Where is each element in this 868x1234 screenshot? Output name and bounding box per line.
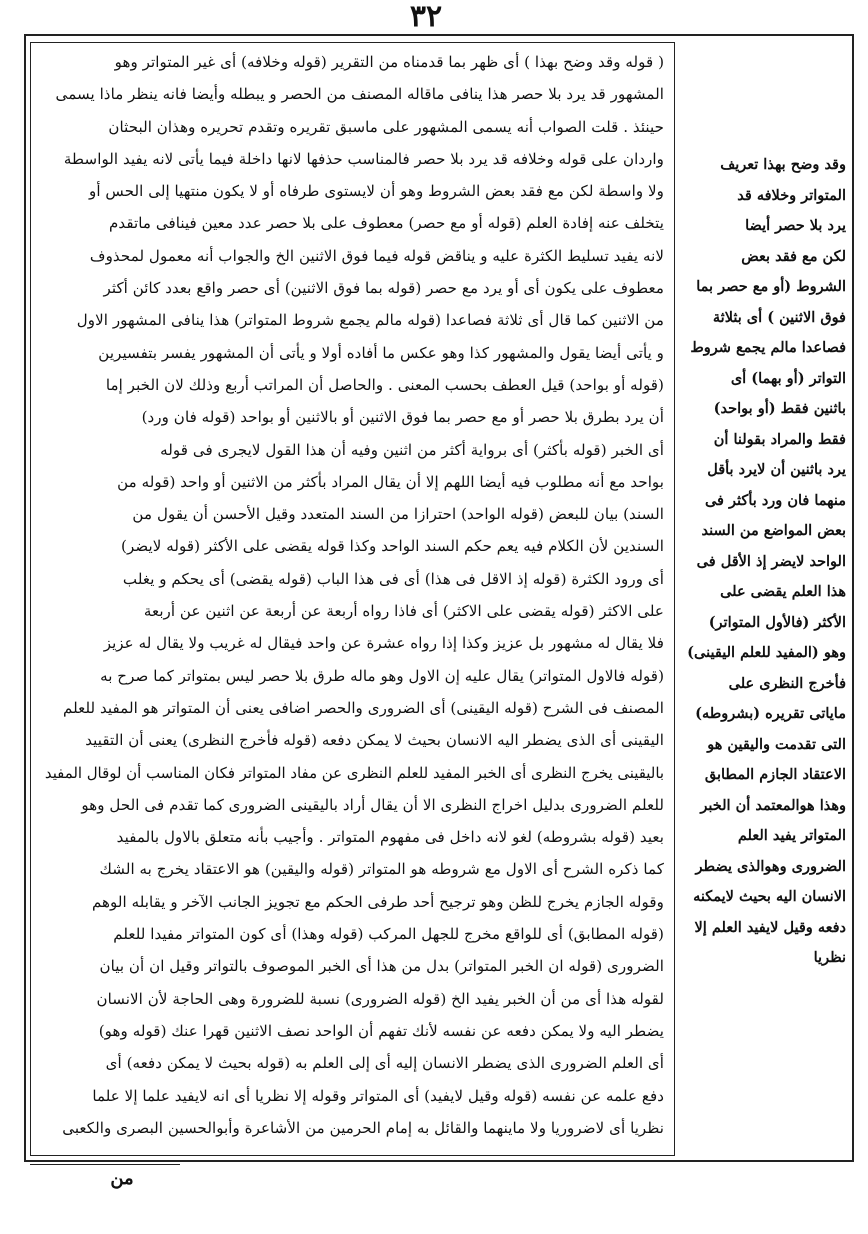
commentary-line: للعلم الضرورى بدليل اخراج النظرى الا أن يقال أراد باليقينى الضرورى كما تقدم فى الحل وهو — [81, 795, 664, 814]
matn-margin-text — [676, 150, 846, 974]
margin-line: فوق الاثنين ) أى بثلاثة — [712, 308, 846, 326]
commentary-line: (قوله أو بواحد) قيل العطف بحسب المعنى . والحاصل أن المراتب أربع وذلك لان الخبر إما — [105, 375, 664, 394]
commentary-line: السند) بيان للبعض (قوله الواحد) احترازا من السند المتعدد وقيل الأحسن أن يقول من — [132, 505, 664, 524]
commentary-line: ( قوله وقد وضح بهذا ) أى ظهر بما قدمناه من التقرير (قوله وخلافه) أى غير المتواتر وهو — [114, 53, 664, 71]
commentary-line: السندين لأن الكلام فيه يعم حكم السند الواحد وكذا قوله يقضى على الأكثر (قوله لايضر) — [121, 537, 664, 556]
commentary-line: الضرورى (قوله ان الخبر المتواتر) بدل من هذا أى الخبر الموصوف بالتواتر وقيل ان أن بيان — [99, 957, 664, 976]
margin-line: التى تقدمت واليقين هو — [707, 735, 846, 753]
margin-line: فصاعدا مالم يجمع شروط — [690, 339, 846, 356]
commentary-line: لانه يفيد تسليط الكثرة عليه و يناقض قوله فيما فوق الاثنين الخ والجواب أنه معمول لمحذوف — [89, 246, 664, 265]
commentary-line: و يأتى أيضا يقول والمشهور كذا وهو عكس ما أفاده أولا و يأتى أن المشهور يفسر بتفسيرين — [98, 343, 664, 362]
commentary-line: وقوله الجازم يخرج للظن وهو ترجيح أحد طرفى الحكم مع تجويز الجانب الآخر و يقابله الوهم — [91, 892, 664, 911]
margin-line: الشروط (أو مع حصر بما — [696, 278, 846, 295]
margin-line: دفعه وقيل لايفيد العلم إلا — [694, 918, 846, 936]
commentary-line: (قوله فالاول المتواتر) يقال عليه إن الاول وهو ماله طرق بلا حصر ليس بمتواتر كما صرح به — [100, 666, 664, 685]
margin-line: الاعتقاد الجازم المطابق — [704, 766, 846, 783]
margin-line: يرد بلا حصر أيضا — [745, 217, 846, 234]
margin-line: يرد باثنين أن لايرد بأقل — [707, 461, 846, 478]
margin-line: لكن مع فقد بعض — [741, 247, 846, 265]
commentary-line: أن يرد بطرق بلا حصر أو مع حصر بما فوق الاثنين أو بالاثنين أو بواحد (قوله فان ورد) — [141, 408, 664, 427]
commentary-line: باليقينى يخرج النظرى أى الخبر المفيد للعلم النظرى عن مفاد المتواتر فكان المناسب أن لوقال المفيد — [44, 763, 664, 782]
margin-line: الضرورى وهوالذى يضطر — [695, 857, 846, 875]
margin-line: الواحد لايضر إذ الأقل فى — [696, 552, 846, 570]
commentary-text — [38, 46, 664, 1150]
commentary-line: على الاكثر (قوله يقضى على الاكثر) أى فاذا رواه أربعة عن أربعة عن اثنين عن أربعة — [143, 602, 664, 621]
footer-rule — [30, 1164, 180, 1165]
commentary-line: معطوف على يكون أى أو يرد مع حصر (قوله بما فوق الاثنين) أى حصر واقع بعدد كائن أكثر — [103, 279, 664, 298]
commentary-line: (قوله المطابق) أى للواقع مخرج للجهل المركب (قوله وهذا) أى كون المتواتر مفيدا للعلم — [113, 925, 664, 944]
commentary-line: من الاثنين كما قال أى ثلاثة فصاعدا (قوله مالم يجمع شروط المتواتر) هذا ينافى المشهور الاول — [76, 311, 664, 330]
commentary-line: المصنف فى الشرح (قوله اليقينى) أى الضرورى والحصر اضافى يعنى أن المتواتر هو المفيد للعلم — [63, 698, 664, 717]
margin-line: هذا العلم يقضى على — [720, 583, 846, 600]
commentary-line: دفع علمه عن نفسه (قوله وقيل لايفيد) أى المتواتر وقوله إلا نظريا أى انه لايفيد علما إلا علما — [92, 1086, 664, 1105]
margin-line: وهذا هوالمعتمد أن الخبر — [700, 796, 846, 814]
page-number: ٣٢ — [409, 0, 443, 34]
margin-line: الأكثر (فالأول المتواتر) — [708, 613, 846, 631]
commentary-line: يتخلف عنه إفادة العلم (قوله أو مع حصر) معطوف على بلا حصر عدد معين فينافى ماتقدم — [108, 214, 664, 233]
commentary-line: نظريا أى لاضروريا ولا ماينهما والقائل به إمام الحرمين من الأشاعرة وأبوالحسين البصرى والكعبى — [62, 1118, 664, 1137]
margin-line: منهما فان ورد بأكثر فى — [704, 491, 846, 509]
margin-line: بعض المواضع من السند — [701, 522, 846, 539]
commentary-line: أى ورود الكثرة (قوله إذ الاقل فى هذا) أى فى هذا الباب (قوله يقضى) أى يحكم و يغلب — [122, 569, 664, 588]
margin-line: المتواتر يفيد العلم — [737, 827, 846, 844]
commentary-line: بواحد مع أنه مطلوب فيه أيضا اللهم إلا أن يقال المراد بأكثر من الاثنين أو واحد (قوله من — [117, 472, 664, 491]
commentary-line: لقوله هذا أى من أن الخبر يفيد الخ (قوله الضرورى) نسبة للضرورة وهى الحاجة لأن الانسان — [96, 989, 664, 1008]
commentary-line: أى العلم الضرورى الذى يضطر الانسان إليه أى إلى العلم به (قوله بحيث لا يمكن دفعه) أى — [105, 1054, 664, 1073]
margin-line: ماياتى تقريره (بشروطه) — [695, 705, 846, 722]
commentary-line: المشهور قد يرد بلا حصر هذا ينافى ماقاله المصنف من الحصر و يبطله وأيضا فانه ينظر ماذا يسمى — [55, 85, 664, 104]
commentary-line: حينئذ . قلت الصواب أنه يسمى المشهور على ماسبق تقريره وتقدم تحريره وهذان البحثان — [108, 117, 664, 136]
margin-line: وهو (المفيد للعلم اليقينى) — [687, 644, 846, 661]
commentary-line: أى الخبر (قوله بأكثر) أى برواية أكثر من اثنين وفيه أن هذا القول لايجرى فى قوله — [160, 440, 664, 459]
catchword: من — [110, 1168, 134, 1189]
commentary-line: بعيد (قوله بشروطه) لغو لانه داخل فى مفهوم المتواتر . وأجيب بأنه متعلق بالاول بالمفيد — [116, 828, 664, 847]
commentary-line: اليقينى أى الذى يضطر اليه الانسان بحيث لا يمكن دفعه (قوله فأخرج النظرى) يعنى أن التقييد — [85, 731, 664, 750]
commentary-line: فلا يقال له مشهور بل عزيز وكذا إذا رواه عشرة عن واحد فيقال له غريب ولا يقال له عزيز — [103, 634, 664, 653]
margin-line: المتواتر وخلافه قد — [737, 186, 846, 204]
commentary-line: واردان على قوله وخلافه قد يرد بلا حصر فالمناسب حذفها لانها داخلة فيما يأتى لانه يفيد الواسطة — [63, 149, 664, 168]
margin-line: نظريا — [813, 949, 846, 966]
margin-line: وقد وضح بهذا تعريف — [720, 156, 846, 173]
commentary-line: كما ذكره الشرح أى الاول مع شروطه هو المتواتر (قوله واليقين) هو الاعتقاد يخرج به الشك — [99, 860, 664, 879]
margin-line: الانسان اليه بحيث لايمكنه — [693, 888, 846, 905]
margin-line: التواتر (أو بهما) أى — [730, 369, 846, 387]
commentary-line: ولا واسطة لكن مع فقد بعض الشروط وهو أن لايستوى طرفاه أو لا يكون منتهيا إلى الحس أو — [88, 182, 664, 201]
margin-line: فأخرج النظرى على — [728, 674, 846, 692]
margin-line: فقط والمراد بقولنا أن — [713, 430, 846, 448]
commentary-line: يضطر اليه ولا يمكن دفعه عن نفسه لأنك تفهم أن الواحد نصف الاثنين قهرا عنك (قوله وهو) — [98, 1021, 664, 1040]
margin-line: باثنين فقط (أو بواحد) — [713, 400, 846, 417]
